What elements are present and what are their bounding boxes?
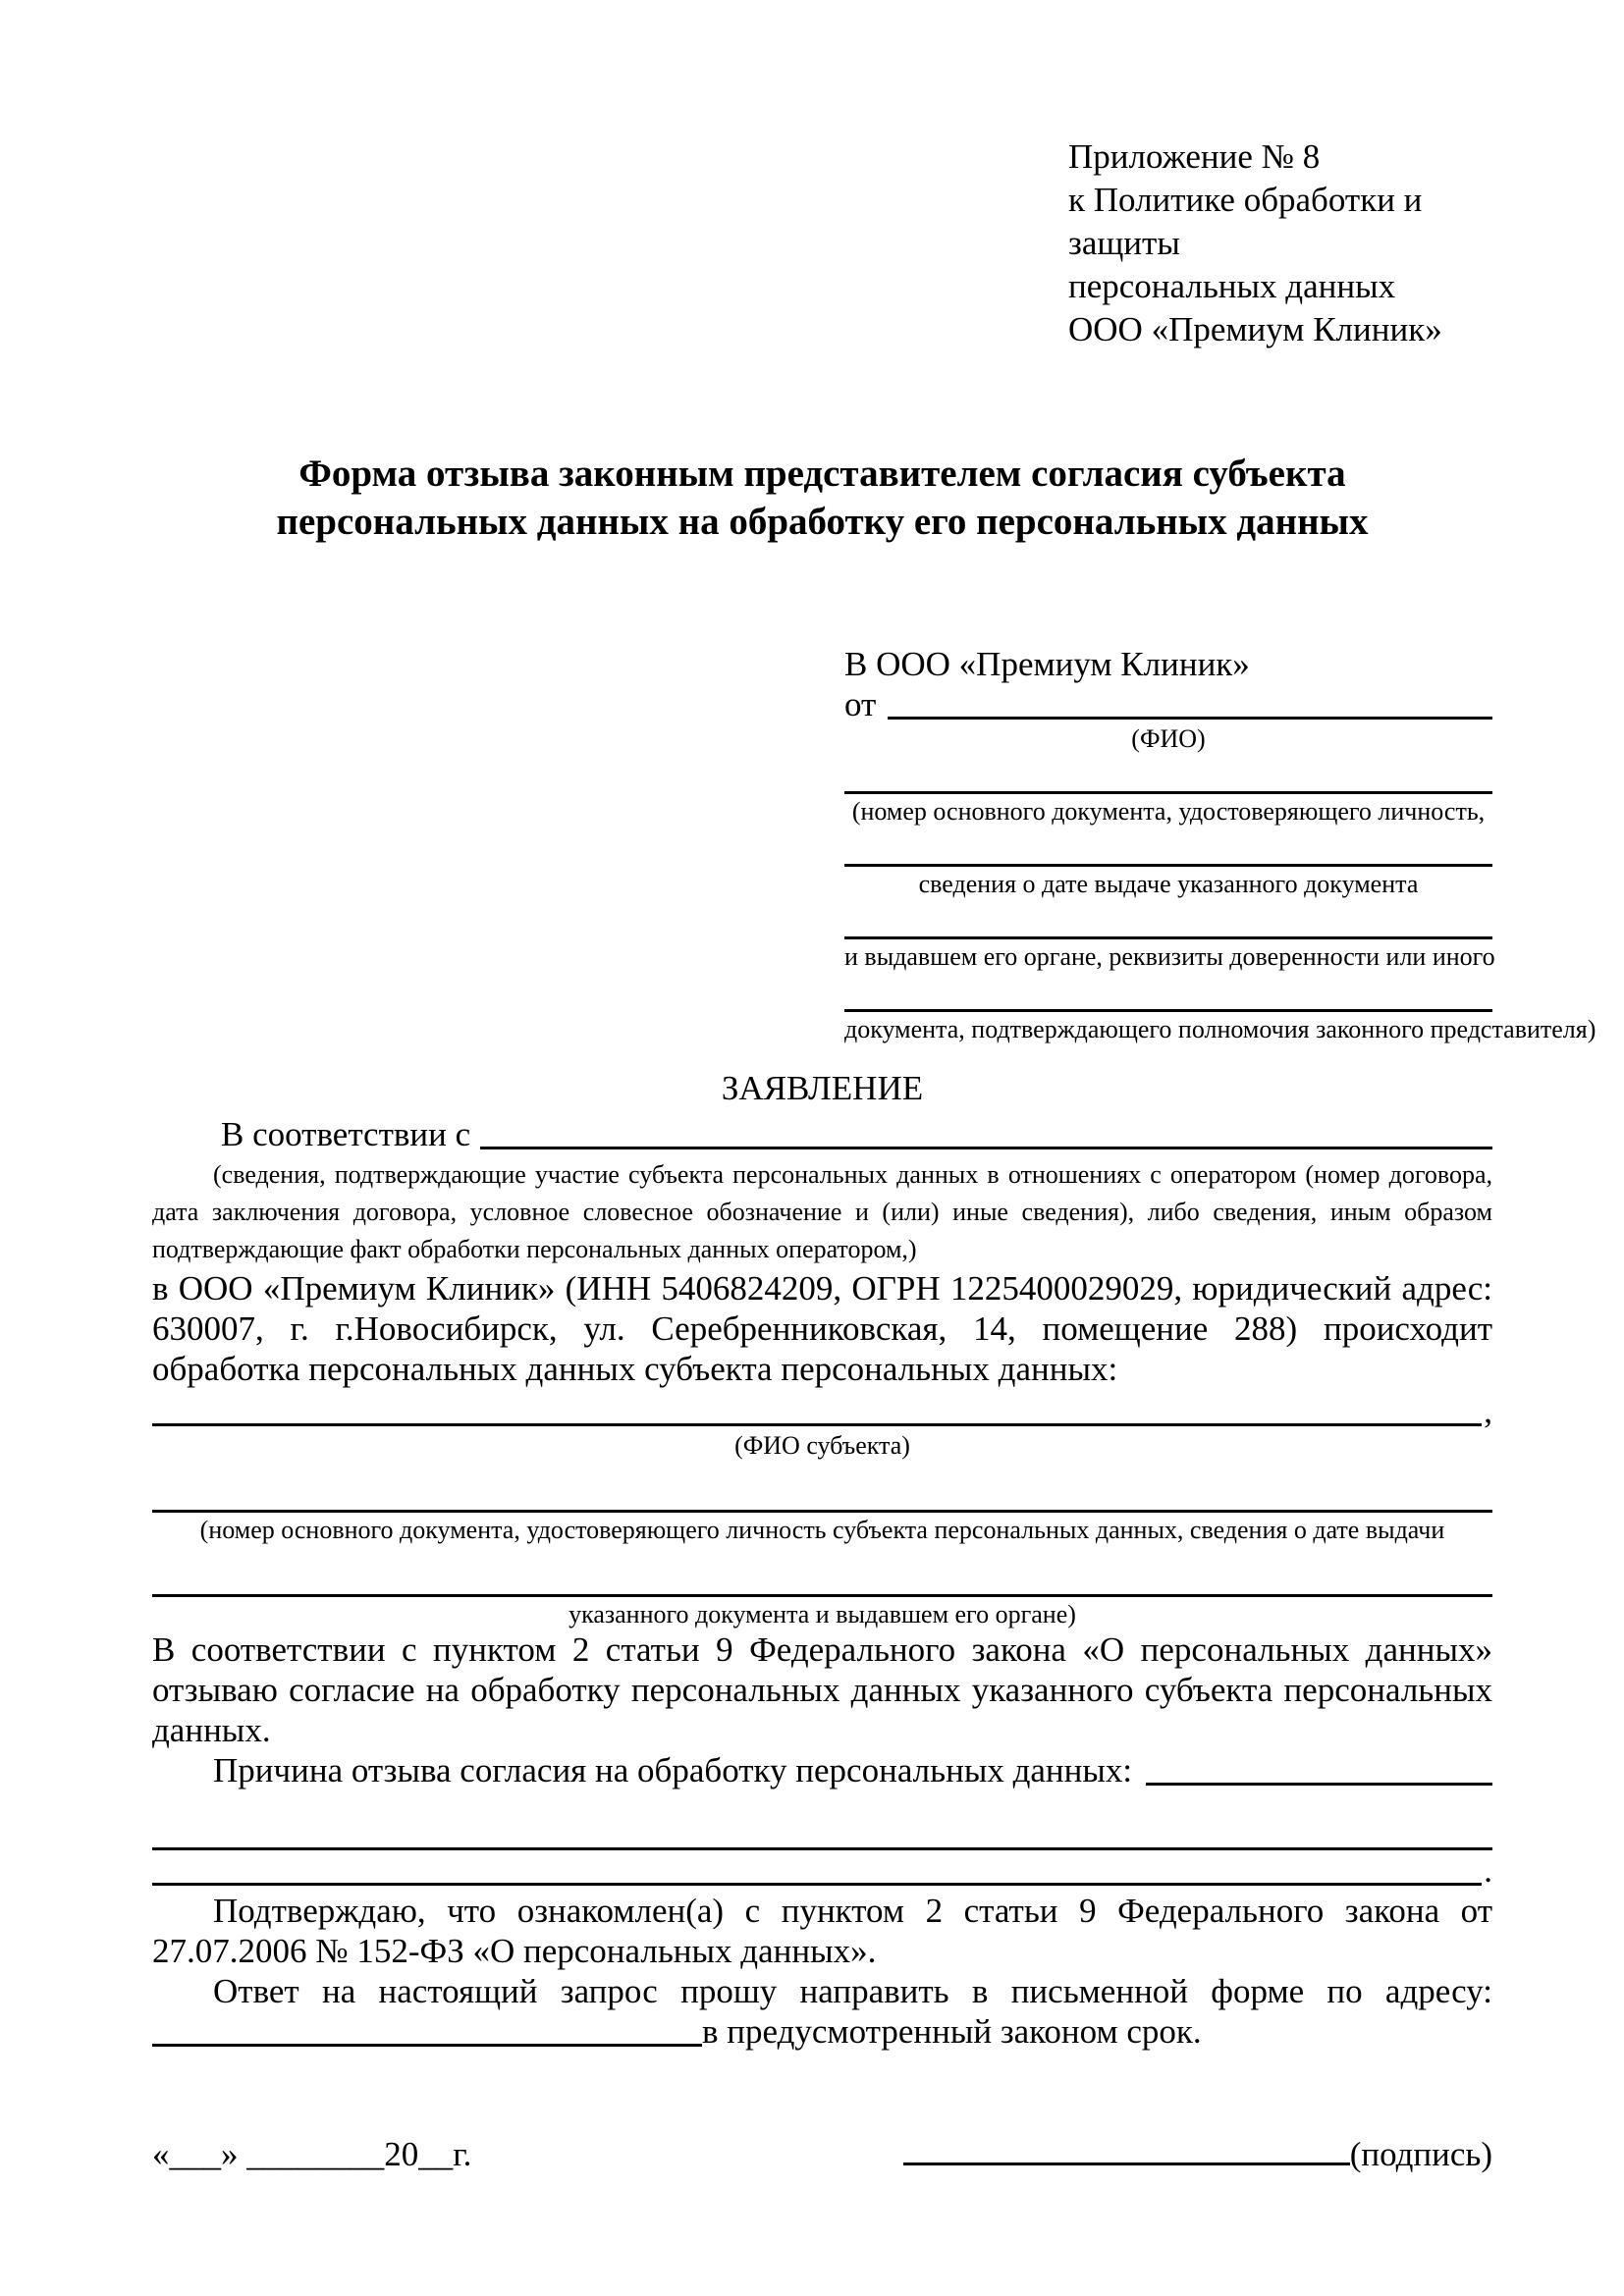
- from-row: [844, 684, 1492, 724]
- blank-field-line: [844, 984, 1492, 1012]
- from-label: от: [844, 685, 877, 723]
- field-caption: (номер основного документа, удостоверяющего личность,: [851, 797, 1486, 826]
- representative-doc-field: [844, 984, 1597, 1044]
- operator-paragraph: в ООО «Премиум Клиник» (ИНН 5406824209, ОГРН 1225400029029, юридический адрес: 630007, г. г.Новосибирск, ул. Серебренниковская, 14, помещение 288) происходит обработка персональных данных субъекта персональных данных:: [152, 1269, 1492, 1388]
- reply-address-blank-line: [152, 2044, 702, 2047]
- reply-paragraph: Ответ на настоящий запрос прошу направить в письменной форме по адресу:: [213, 1972, 1492, 2010]
- fine-print-note: (сведения, подтверждающие участие субъекта персональных данных в отношениях с оператором (номер договора, дата заключения договора, условное словесное обозначение и (или) иные сведения), либо сведения, иным образом подтверждающие факт обработки персональных данных оператором,): [152, 1160, 1492, 1263]
- trailing-comma: ,: [1484, 1392, 1492, 1430]
- footer-row: [152, 2134, 1492, 2174]
- blank-field-line: [152, 1567, 1492, 1597]
- blank-field-line: [844, 838, 1492, 867]
- subject-fio-blank-line: [152, 1423, 1482, 1426]
- accordance-blank-line: [480, 1147, 1492, 1149]
- reason-label: Причина отзыва согласия на обработку персональных данных:: [213, 1751, 1133, 1789]
- signature-blank-line: [903, 2163, 1350, 2165]
- reason-blank-line: [1146, 1783, 1492, 1786]
- subject-fio-caption: (ФИО субъекта): [734, 1431, 910, 1460]
- trailing-period: .: [1484, 1851, 1492, 1890]
- from-blank-line: [888, 717, 1492, 720]
- field-caption: документа, подтверждающего полномочия законного представителя): [844, 1015, 1597, 1043]
- reply-address-row: [152, 2011, 1492, 2052]
- subject-fio-row: [152, 1391, 1492, 1431]
- reason-blank-line-3: [152, 1883, 1482, 1886]
- statement-heading: ЗАЯВЛЕНИЕ: [721, 1069, 924, 1107]
- addressee-to: В ООО «Премиум Клиник»: [844, 645, 1250, 683]
- withdrawal-paragraph: В соответствии с пунктом 2 статьи 9 Федерального закона «О персональных данных» отзываю согласие на обработку персональных данных указанного субъекта персональных данных.: [152, 1630, 1492, 1749]
- blank-field-line: [844, 911, 1492, 939]
- representative-doc-field: [844, 766, 1492, 827]
- reason-row: [152, 1750, 1492, 1790]
- field-caption: и выдавшем его органе, реквизиты доверенности или иного: [844, 942, 1495, 971]
- reply-suffix: в предусмотренный законом срок.: [702, 2012, 1202, 2051]
- representative-doc-field: [844, 911, 1495, 972]
- reason-blank-row-3: [152, 1850, 1492, 1891]
- subject-doc-caption-1: (номер основного документа, удостоверяющего личность субъекта персональных данных, сведения о дате выдачи: [199, 1516, 1445, 1544]
- confirm-paragraph: Подтверждаю, что ознакомлен(а) с пунктом 2 статьи 9 Федерального закона от 27.07.2006 № 152-ФЗ «О персональных данных».: [152, 1892, 1492, 1970]
- representative-doc-field: [844, 838, 1492, 899]
- subject-doc-field: [152, 1567, 1492, 1629]
- addressee-block: [844, 644, 1597, 1044]
- signature-block: [903, 2134, 1492, 2174]
- document-title: Форма отзыва законным представителем согласия субъекта персональных данных на обработку его персональных данных: [276, 453, 1369, 543]
- date-field: «___» ________20__г.: [152, 2135, 472, 2173]
- subject-doc-caption-2: указанного документа и выдавшем его органе): [568, 1600, 1076, 1629]
- field-caption: сведения о дате выдаче указанного документа: [918, 870, 1419, 898]
- reason-blank-line-2: [152, 1820, 1492, 1850]
- annex-header-line: персональных данных: [1068, 267, 1396, 305]
- annex-header-line: к Политике обработки и защиты: [1068, 181, 1423, 262]
- blank-field-line: [844, 766, 1492, 794]
- accordance-label: В соответствии с: [221, 1115, 471, 1153]
- subject-doc-field: [152, 1482, 1492, 1545]
- fio-caption: (ФИО): [1131, 724, 1206, 753]
- signature-caption: (подпись): [1349, 2135, 1492, 2173]
- accordance-row: [152, 1114, 1492, 1154]
- blank-field-line: [152, 1482, 1492, 1513]
- annex-header: [1068, 135, 1492, 351]
- annex-header-line: Приложение № 8: [1068, 137, 1321, 176]
- annex-header-line: ООО «Премиум Клиник»: [1068, 310, 1442, 348]
